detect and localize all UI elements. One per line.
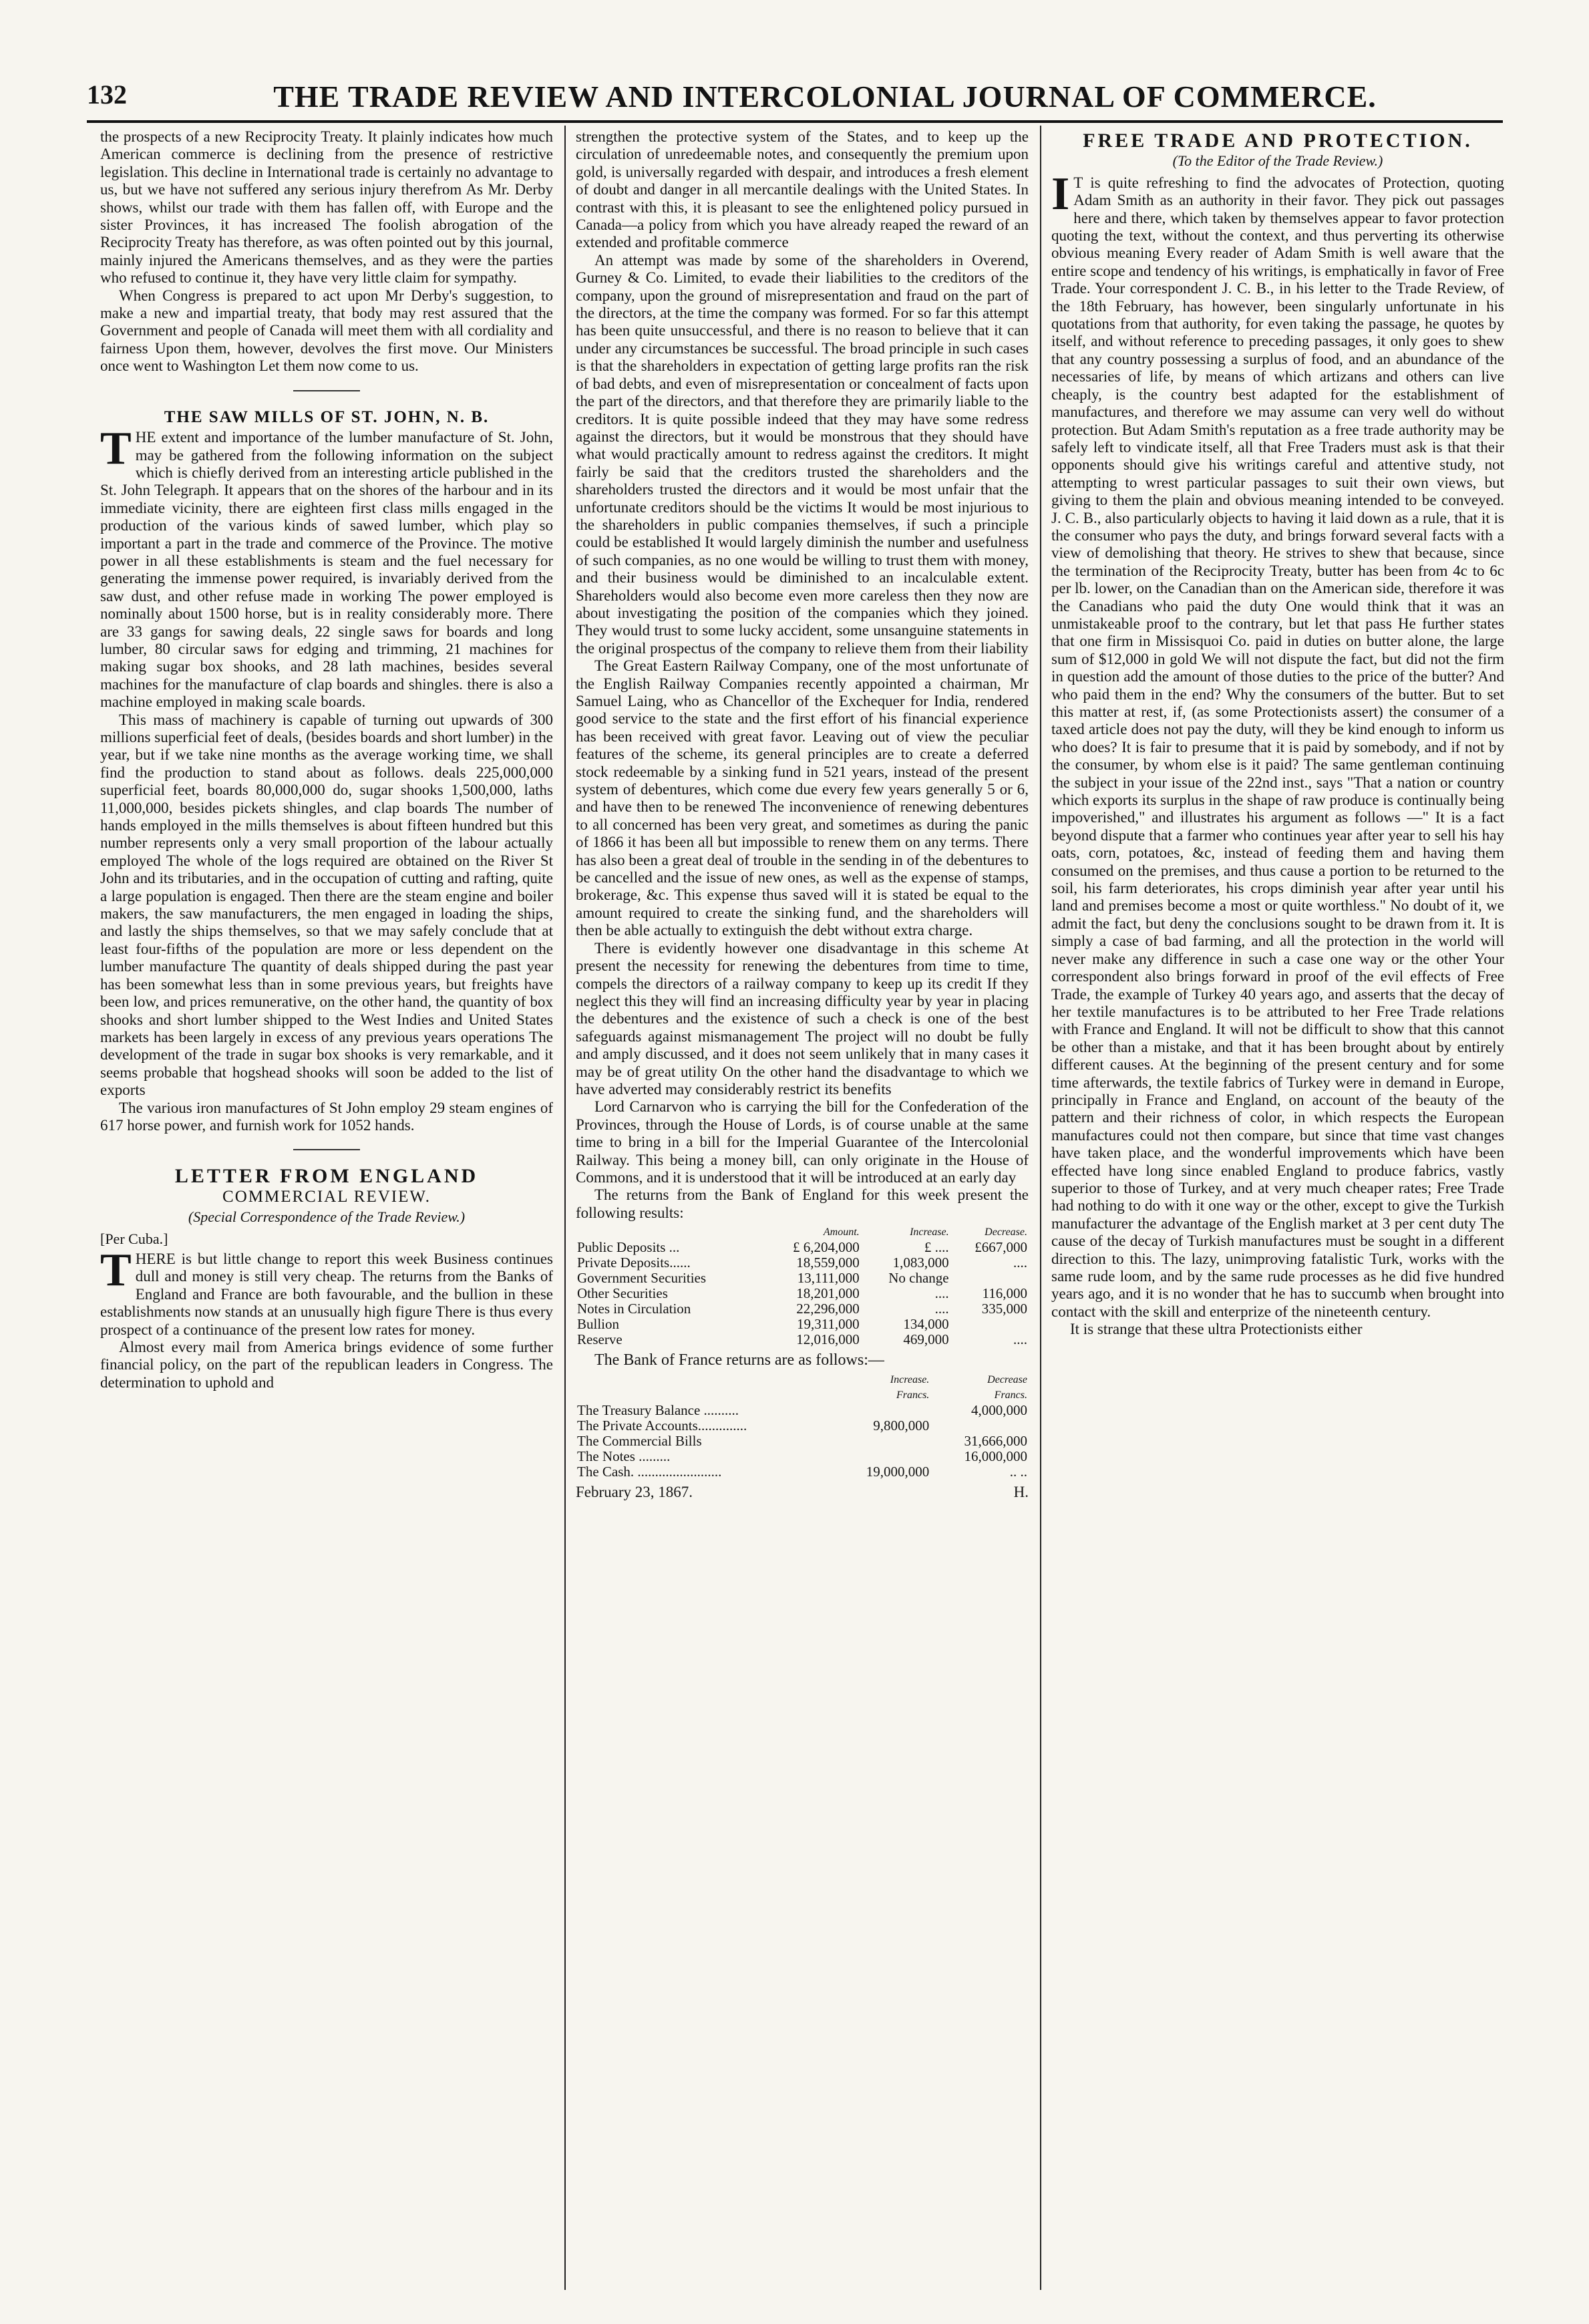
table-row [576, 1418, 1029, 1434]
row-amount: 18,201,000 [796, 1285, 860, 1302]
row-increase [833, 1449, 931, 1464]
overend-gurney-paragraph: An attempt was made by some of the shareholders in Overend, Gurney & Co. Limited, to evade their liabilities to the creditors of the company, upon the ground of misrepresentation and fraud on the part of the directors, at the time the company was formed. For so far this attempt has been quite unsuccessful, and there is no reason to believe that it can under any circumstances be successful. The broad principle in such cases is that the shareholders in expectation of getting large profits ran the risk of bad debts, and even of misrepresentation or concealment of facts upon the part of the directors, and that therefore they are primarily liable to the creditors. It is quite possible indeed that they may have some redress against the directors, but it would be monstrous that they should have what would practically amount to redress against the creditors. It might fairly be said that the creditors trusted the shareholders and the shareholders trusted the directors and it would be most unfair that the unfortunate creditors should be the victims It would be most injurious to the shareholders in public companies themselves, if such a principle could be established It would largely diminish the number and usefulness of such companies, as no one would be willing to trust them with money, and their business would be diminished to an incalculable extent. Shareholders would also become even more careless then they now are about investigating the position of the companies which they joined. They would trust to some lucky accident, some unsanguine statements in the original prospectus of the company to relieve them from their liability [576, 251, 1029, 657]
row-decrease: 16,000,000 [964, 1448, 1027, 1464]
letter-continued-paragraph: strengthen the protective system of the States, and to keep up the circulation of unredeemable notes, and consequently the premium upon gold, is universally regarded with despair, and introduces a fresh element of doubt and danger in all mercantile dealings with the United States. In contrast with this, it is pleasant to see the enlightened policy pursued in Canada—a policy from which you have already reaped the reward of an extended and profitable commerce [576, 128, 1029, 251]
column-header: Decrease [987, 1373, 1027, 1385]
letter-subtitle: COMMERCIAL REVIEW. [222, 1187, 431, 1206]
row-decrease [930, 1418, 1029, 1434]
letter-footer [576, 1484, 1029, 1501]
row-amount: 22,296,000 [796, 1301, 860, 1317]
row-decrease: 31,666,000 [964, 1432, 1027, 1449]
page-number: 132 [87, 79, 127, 110]
column-header: Decrease. [985, 1226, 1027, 1238]
row-label: Government Securities [577, 1270, 707, 1287]
table-row [576, 1464, 1029, 1480]
column-subheader: Francs. [994, 1389, 1027, 1401]
row-label: Bullion [577, 1316, 620, 1333]
row-decrease: .. .. [1009, 1463, 1027, 1480]
free-trade-editor-note: (To the Editor of the Trade Review.) [1172, 152, 1383, 170]
bank-of-france-table [576, 1372, 1029, 1480]
free-trade-text: T is quite refreshing to find the advocates of Protection, quoting Adam Smith as an authority in their favor. They pick out passages here and there, which taken by themselves appear to favor protection quoting the text, without the context, and thus perverting its otherwise obvious meaning Every reader of Adam Smith is well aware that the entire scope and tendency of his writings, is emphatically in favor of Free Trade. Your correspondent J. C. B., in his letter to the Trade Review, of the 18th February, has however, been singularly unfortunate in his quotations from that authority, for even taking the passage, he quotes by itself, and without reference to preceding passages, it only goes to shew that any country possessing a surplus of food, and an abundance of the necessaries of life, by means of which artizans and others can live cheaply, is the country best adapted for the establishment of manufactures, and therefore we may assume can very well do without protection. But Adam Smith's reputation as a free trade authority may be safely left to vindicate itself, all that Free Traders must ask is that their opponents should give his writings careful and attentive study, not attempting to wrest particular passages to suit their own views, but giving to them the plain and obvious meaning intended to be conveyed. J. C. B., also particularly objects to having it laid down as a rule, that it is the consumer who pays the duty, and brings forward several facts with a view of demolishing that theory. He strives to shew that because, since the termination of the Reciprocity Treaty, butter has been from 4c to 6c per lb. lower, on the Canadian than on the American side, therefore it was the Canadians who paid the duty One would think that it was an unmistakeable proof to the contrary, but let that pass He further states that one firm in Missisquoi Co. paid in duties on butter alone, the large sum of $12,000 in gold We will not dispute the fact, but did not the firm in question add the amount of those duties to the price of the butter? And who paid them in the end? Why the consumers of the butter. But to set this matter at rest, if, (as some Protectionists assert) the consumer of a taxed article does not pay the duty, will they be kind enough to inform us who does? It is fair to presume that it is paid by somebody, and if not by the consumer, by whom else is it paid? The same gentleman continuing the subject in your issue of the 22nd inst., says "That a nation or country which exports its surplus in the shape of raw produce is continually being impoverished," and illustrates his argument as follows —" It is a fact beyond dispute that a farmer who continues year after year to sell his hay oats, corn, potatoes, &c, instead of feeding them and having them consumed on the premises, and thus cause a portion to be returned to the soil, his farm deteriorates, his crops diminish year after year until his land and premises become a most or quite worthless." No doubt of it, we admit the fact, but deny the conclusions sought to be drawn from it. It is simply a case of bad farming, and all the protection in the world will never make any difference in such a case one way or the other Your correspondent also brings forward in proof of the evil effects of Free Trade, the example of Turkey 40 years ago, and asserts that the decay of her textile manufactures is to be attributed to her Free Trade relations with France and England. It will not be difficult to show that this cannot be other than a mistake, and that it has been brought about by entirely different causes. At the beginning of the present century and for some time afterwards, the textile fabrics of Turkey were in demand in Europe, principally in France and England, on account of the beauty of the pattern and their richness of color, in which respects the European manufactures could not then compare, but since that time vast changes have taken place, and the wonderful improvements which have been effected have long since enabled England to produce fabrics, vastly superior to those of Turkey, and at very much cheaper rates; Free Trade had nothing to do with it one way or the other, except to give the Turkish manufacturer the advantage of the English market at 3 per cent duty The cause of the decay of Turkish manufactures must be sought in a different direction to this. The lazy, unimproving fatalistic Turk, works with the same rude loom, and by the same rude processes as he did five hundred years ago, and it is no wonder that he has to succumb when brought into contact with the skill and enterprize of the nineteenth century. [1051, 174, 1504, 1320]
row-label: The Cash. ........................ [577, 1463, 722, 1480]
table-row [576, 1434, 1029, 1449]
letter-correspondence-note: (Special Correspondence of the Trade Review.) [188, 1208, 466, 1226]
running-title: THE TRADE REVIEW AND INTERCOLONIAL JOURNAL OF COMMERCE. [273, 79, 1377, 114]
letter-via: [Per Cuba.] [100, 1230, 168, 1247]
bank-of-england-table [576, 1224, 1029, 1347]
column-header: Amount. [823, 1226, 860, 1238]
row-label: The Notes ......... [577, 1448, 671, 1464]
reciprocity-paragraph: When Congress is prepared to act upon Mr Derby's suggestion, to make a new and impartial treaty, that body may rest assured that the Government and people of Canada will meet them with all cordiality and fairness Upon them, however, devolves the first move. Our Ministers once went to Washington Let them now come to us. [100, 287, 553, 375]
column-3 [1051, 128, 1504, 2293]
free-trade-paragraph: It is strange that these ultra Protectionists either [1070, 1321, 1363, 1338]
table-row [576, 1255, 1029, 1271]
row-label: Public Deposits ... [577, 1239, 680, 1256]
column-2 [576, 128, 1029, 2293]
column-subheader: Francs. [896, 1389, 930, 1401]
row-label: The Treasury Balance .......... [577, 1401, 739, 1418]
bof-intro: The Bank of France returns are as follows:— [594, 1351, 884, 1369]
row-increase: 1,083,000 [892, 1255, 949, 1271]
row-amount: 13,111,000 [797, 1270, 860, 1287]
row-increase [833, 1434, 931, 1449]
saw-mills-paragraph: This mass of machinery is capable of turning out upwards of 300 millions superficial feet of deals, (besides boards and short lumber) in the year, but if we take nine months as the average working time, we shall find the production to stand about as follows. deals 225,000,000 superficial feet, boards 80,000,000 do, sugar shooks 1,500,000, laths 11,000,000, besides pickets shingles, and clap boards The number of hands employed in the mills themselves is about fifteen hundred but this number represents only a very small proportion of the labour actually employed The whole of the logs required are obtained on the River St John and its tributaries, and in the occupation of cutting and rafting, quite a large population is engaged. Then there are the steam engine and boiler makers, the saw manufacturers, the men engaged in loading the ships, and lastly the ships themselves, so that we may safely conclude that at least four-fifths of the population are more or less dependent on the lumber manufacture The quantity of deals shipped during the past year has been somewhat less than in some previous years, but freights have been low, and prices remunerative, on the other hand, the quantity of box shooks and short lumber shipped to the West Indies and United States markets has been largely in excess of any previous years operations The development of the trade in sugar box shooks is very remarkable, and it seems probable that hogshead shooks will soon be added to the list of exports [100, 711, 553, 1099]
column-1 [100, 128, 553, 2293]
table-row [576, 1449, 1029, 1464]
row-increase: £ .... [924, 1239, 949, 1256]
row-increase: 134,000 [903, 1316, 949, 1333]
carnarvon-paragraph: Lord Carnarvon who is carrying the bill for the Confederation of the Provinces, through the House of Lords, is of course unable at the same time to bring in a bill for the Imperial Guarantee of the Intercolonial Railway. This being a money bill, can only originate in the House of Commons, and it is understood that it will be introduced at an early day [576, 1098, 1029, 1186]
boe-intro: The returns from the Bank of England for this week present the following results: [576, 1186, 1029, 1221]
row-decrease: 116,000 [982, 1285, 1027, 1302]
letter-text: HERE is but little change to report this week Business continues dull and money is still very cheap. The returns from the Banks of England and France are both favourable, and the bullion in these establishments now stands at an unusually high figure There is thus every prospect of a continuance of the present low rates for money. [100, 1250, 553, 1338]
letter-paragraph [100, 1244, 553, 1339]
table-row [576, 1301, 1029, 1317]
row-amount: 12,016,000 [796, 1331, 860, 1348]
row-label: Notes in Circulation [577, 1301, 691, 1317]
article-divider [293, 390, 360, 391]
row-label: Reserve [577, 1331, 623, 1348]
row-decrease: .... [1013, 1255, 1027, 1271]
column-header: Increase. [910, 1226, 949, 1238]
column-rule-left [564, 126, 566, 2290]
reciprocity-paragraph: the prospects of a new Reciprocity Treaty. It plainly indicates how much American commerce is declining from the presence of restrictive legislation. This decline in International trade is certainly no advantage to us, but we have not suffered any serious injury therefrom As Mr. Derby shows, whilst our trade with them has fallen off, with Europe and the sister Provinces, it has increased The foolish abrogation of the Reciprocity Treaty has therefore, as was often pointed out by this journal, mainly injured the Americans themselves, and as they were the parties who refused to continue it, they have very little claim for sympathy. [100, 128, 553, 287]
letter-paragraph: Almost every mail from America brings evidence of some further financial policy, on the part of the republican leaders in Congress. The determination to uphold and [100, 1339, 553, 1391]
free-trade-title: FREE TRADE AND PROTECTION. [1083, 130, 1473, 152]
row-amount: £ 6,204,000 [792, 1239, 860, 1256]
saw-mills-paragraph [100, 423, 553, 711]
free-trade-paragraph [1051, 168, 1504, 1321]
column-header: Increase. [890, 1373, 930, 1385]
row-increase: 469,000 [903, 1331, 949, 1348]
row-increase: 19,000,000 [866, 1463, 930, 1480]
row-decrease: 4,000,000 [971, 1401, 1027, 1418]
scheme-paragraph: There is evidently however one disadvantage in this scheme At present the necessity for renewing the debentures from time to time, compels the directors of a railway company to keep up its credit If they neglect this they will find an increasing difficulty year by year in placing the debentures and the existence of such a check is one of the best safeguards against mismanagement The project will no doubt be fully and amply discussed, and it does not seem unlikely that in many cases it may be of great utility On the other hand the disadvantage to which we have adverted may considerably restrict its benefits [576, 939, 1029, 1098]
article-divider [293, 1149, 360, 1150]
table-row [576, 1271, 1029, 1286]
letter-dropcap: T [100, 1244, 132, 1296]
row-amount: 19,311,000 [796, 1316, 860, 1333]
table-row [576, 1332, 1029, 1347]
row-decrease [950, 1317, 1029, 1332]
header-rule [87, 120, 1503, 123]
row-increase: No change [888, 1270, 949, 1287]
free-trade-dropcap: I [1051, 168, 1070, 220]
letter-signature: H. [1013, 1483, 1029, 1500]
row-label: The Commercial Bills [577, 1432, 702, 1449]
saw-mills-dropcap: T [100, 423, 132, 475]
row-decrease: .... [1013, 1331, 1027, 1348]
row-decrease: 335,000 [981, 1301, 1027, 1317]
saw-mills-paragraph: The various iron manufactures of St John employ 29 steam engines of 617 horse power, and furnish work for 1052 hands. [100, 1099, 553, 1134]
letter-title: LETTER FROM ENGLAND [174, 1165, 479, 1188]
saw-mills-title: THE SAW MILLS OF ST. JOHN, N. B. [164, 407, 490, 426]
letter-date: February 23, 1867. [576, 1483, 693, 1500]
row-label: The Private Accounts.............. [577, 1417, 747, 1434]
row-decrease: £667,000 [975, 1239, 1027, 1256]
saw-mills-text: HE extent and importance of the lumber manufacture of St. John, may be gathered from the following information on the subject which is chiefly derived from an interesting article published in the St. John Telegraph. It appears that on the shores of the harbour and in its immediate vicinity, there are eighteen first class mills engaged in the production of the various kinds of sawed lumber, which play so important a part in the trade and commerce of the Province. The motive power in all these establishments is steam and the fuel necessary for generating the immense power required, is invariably derived from the saw dust, and other refuse made in working The power employed is nominally about 1500 horse, but is in reality considerably more. There are 33 gangs for sawing deals, 22 single saws for boards and long lumber, 80 circular saws for edging and trimming, 21 machines for making sugar box shooks, and 28 lath machines, besides several machines for the manufacture of clap boards and shingles. there is also a machine employed in making scale boards. [100, 429, 553, 711]
column-rule-right [1040, 126, 1041, 2290]
row-increase: .... [934, 1285, 949, 1302]
row-increase [833, 1403, 931, 1418]
page-header [87, 79, 1503, 119]
row-increase: .... [934, 1301, 949, 1317]
row-decrease [950, 1271, 1029, 1286]
great-eastern-paragraph: The Great Eastern Railway Company, one of the most unfortunate of the English Railway Companies recently appointed a chairman, Mr Samuel Laing, who as Chancellor of the Exchequer for India, rendered good service to the state and the first effort of his financial experience has been received with great favor. Leaving out of view the peculiar features of the scheme, its general principles are to create a deferred stock redeemable by a sinking fund in 521 years, instead of the present system of debentures, which come due every few years generally 5 or 6, and have then to be renewed The inconvenience of renewing debentures to all concerned has been very great, and sometimes as during the panic of 1866 it has been all but impossible to renew them on any terms. There has also been a great deal of trouble in the sending in of the debentures to be cancelled and the issue of new ones, as well as the expense of stamps, brokerage, &c. This expense thus saved will it is stated be equal to the amount required to create the sinking fund, and the shareholders will then be able actually to extinguish the debt without extra charge. [576, 657, 1029, 939]
row-label: Other Securities [577, 1285, 668, 1302]
row-increase: 9,800,000 [873, 1417, 930, 1434]
row-amount: 18,559,000 [796, 1255, 860, 1271]
table-row [576, 1286, 1029, 1301]
table-row [576, 1403, 1029, 1418]
row-label: Private Deposits...... [577, 1255, 691, 1271]
table-row [576, 1240, 1029, 1255]
table-row [576, 1317, 1029, 1332]
